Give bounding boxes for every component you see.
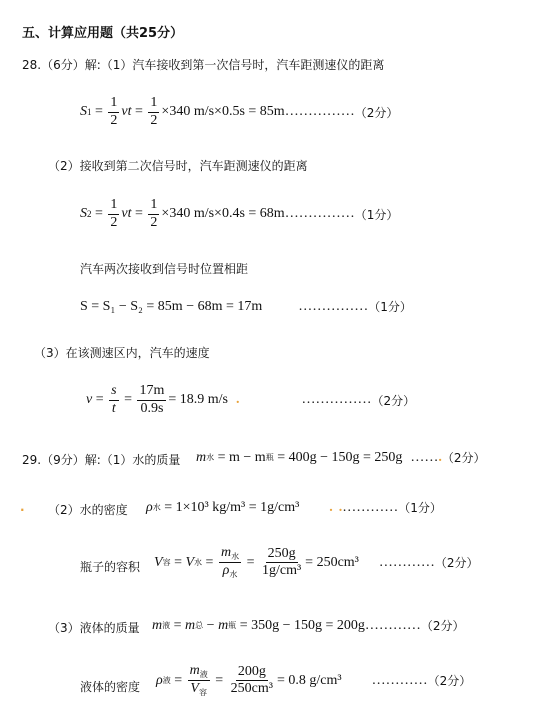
orange-mark: .	[20, 500, 25, 514]
q29-equation-3: V 容 = V 水 = $\frac{m_水}{\rho_水}$ = $\frac{250g}{\text{1g/cm³}}$ = 250cm³ …… …… （2分）	[154, 545, 479, 580]
q28-equation-4: v = $\frac{s}{t}$ = $\frac{17m}{0.9s}$ = 18.9 m/s . …………… （2分）	[86, 383, 416, 416]
q29-part3-text: （3）液体的质量	[48, 621, 140, 635]
q29-equation-4: m 液 = m 总 − m 瓶 = 350g − 150g = 200g …… …… （2分）	[152, 617, 465, 633]
q29-equation-1: m 水 = m − m 瓶 = 400g − 150g = 250g …… . （2分）	[196, 449, 486, 465]
q29-equation-2: ρ 水 = 1×10³ kg/m³ = 1g/cm³ . . …… …… （1分）	[146, 499, 442, 515]
section-title: 五、计算应用题（共25分）	[22, 26, 184, 41]
q28-equation-1: S 1 = $\frac{1}{2}$ vt = $\frac{1}{2}$ ×340 m/s×0.5s = 85m …………… （2分）	[80, 95, 399, 128]
q29-equation-5: ρ 液 = $\frac{m_液}{V_容}$ = $\frac{200g}{\text{250cm³}}$ = 0.8 g/cm³ …… …… （2分）	[156, 663, 472, 698]
q29-part2-text: （2）水的密度	[48, 503, 128, 517]
q28-header: 28.（6分）解:（1）汽车接收到第一次信号时，汽车距测速仪的距离	[22, 58, 385, 72]
q28-part3-text: （3）在该测速区内，汽车的速度	[34, 346, 210, 360]
q28-part2-text: （2）接收到第二次信号时，汽车距测速仪的距离	[48, 159, 308, 173]
q29-volume-text: 瓶子的容积	[80, 560, 141, 574]
q29-header: 29.（9分）解:（1）水的质量	[22, 453, 181, 467]
q28-equation-2: S 2 = $\frac{1}{2}$ vt = $\frac{1}{2}$ ×340 m/s×0.4s = 68m …………… （1分）	[80, 197, 399, 230]
q28-between-text: 汽车两次接收到信号时位置相距	[80, 262, 249, 276]
q29-density-text: 液体的密度	[80, 680, 141, 694]
q28-equation-3: S = S₁ − S₂ = 85m − 68m = 17m …………… （1分）	[80, 298, 412, 314]
